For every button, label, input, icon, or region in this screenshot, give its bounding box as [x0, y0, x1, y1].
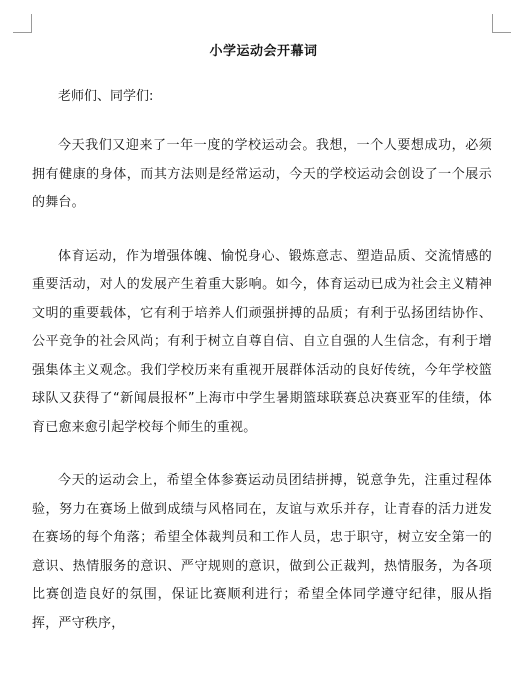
crop-mark-top-right: [492, 14, 493, 33]
crop-mark-top-left: [13, 32, 32, 33]
crop-mark-top-right: [492, 32, 511, 33]
paragraph-3: 今天的运动会上，希望全体参赛运动员团结拼搏，锐意争先，注重过程体验，努力在赛场上做到成绩与风格同在，友谊与欢乐并存，让青春的活力迸发在赛场的每个角落；希望全体裁判员和工作人员，忠于职守，树立安全第一的意识、热情服务的意识、严守规则的意识，做到公正裁判，热情服务，为各项比赛创造良好的氛围，保证比赛顺利进行；希望全体同学遵守纪律，服从指挥，严守秩序，: [32, 473, 492, 631]
document-title: 小学运动会开幕词: [209, 44, 318, 59]
paragraph-2: 体育运动，作为增强体魄、愉悦身心、锻炼意志、塑造品质、交流情感的重要活动，对人的发展产生着重大影响。如今，体育运动已成为社会主义精神文明的重要载体，它有利于培养人们顽强拼搏的品质；有利于弘扬团结协作、公平竞争的社会风尚；有利于树立自尊自信、自立自强的人生信念，有利于增强集体主义观念。我们学校历来有重视开展群体活动的良好传统，今年学校篮球队又获得了“新闻晨报杯”上海市中学生暑期篮球联赛总决赛亚军的佳绩，体育已愈来愈引起学校每个师生的重视。: [32, 248, 492, 435]
salutation: 老师们、同学们:: [58, 89, 154, 104]
paragraph-1: 今天我们又迎来了一年一度的学校运动会。我想，一个人要想成功，必须拥有健康的身体，而其方法则是经常运动，今天的学校运动会创设了一个展示的舞台。: [32, 138, 492, 210]
document-body: [32, 85, 492, 663]
crop-mark-top-left: [31, 14, 32, 33]
